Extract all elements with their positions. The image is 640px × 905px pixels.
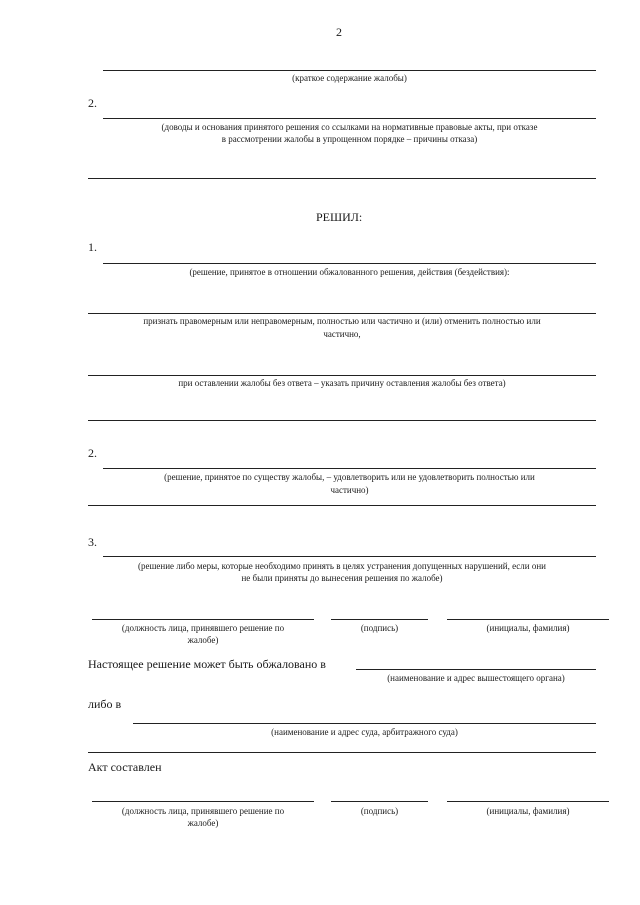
item-2-label-top: 2. <box>88 96 97 110</box>
signature1-position-caption-line1: (должность лица, принявшего решение по <box>121 623 285 633</box>
caption-court: (наименование и адрес суда, арбитражного суда) <box>271 727 458 737</box>
blank-line-complaint-summary <box>103 70 596 71</box>
caption-higher-authority: (наименование и адрес вышестоящего органа) <box>387 673 565 683</box>
caption-reasons-line2: в рассмотрении жалобы в упрощенном порядке – причины отказа) <box>221 134 478 144</box>
signature1-name-line <box>447 619 609 620</box>
page-number: 2 <box>336 25 342 39</box>
appeal-higher-line <box>356 669 596 670</box>
signature1-position-line <box>92 619 314 620</box>
caption-complaint-summary: (краткое содержание жалобы) <box>292 73 407 83</box>
item-3-label: 3. <box>88 535 97 549</box>
caption-item3-line1: (решение либо меры, которые необходимо принять в целях устранения допущенных нарушений, если они <box>137 561 546 571</box>
blank-line-item3 <box>103 556 596 557</box>
blank-line-item1-c <box>88 375 596 376</box>
caption-item2-line1: (решение, принятое по существу жалобы, – удовлетворить или не удовлетворить полностью или <box>164 472 535 482</box>
decided-title: РЕШИЛ: <box>316 210 363 224</box>
signature2-position-caption-line2: жалобе) <box>187 818 219 828</box>
caption-item1-c: при оставлении жалобы без ответа – указать причину оставления жалобы без ответа) <box>178 378 506 388</box>
caption-item2-line2: частично) <box>330 485 369 495</box>
blank-line-reasons <box>103 118 596 119</box>
signature2-name-line <box>447 801 609 802</box>
caption-item3-line2: не были приняты до вынесения решения по жалобе) <box>241 573 443 583</box>
item-1-label: 1. <box>88 240 97 254</box>
caption-item1-b-line2: частично, <box>323 329 361 339</box>
signature1-position-caption-line2: жалобе) <box>187 635 219 645</box>
appeal-text: Настоящее решение может быть обжаловано в <box>88 657 326 671</box>
signature2-position-line <box>92 801 314 802</box>
blank-line-court-extra <box>88 752 596 753</box>
caption-reasons-line1: (доводы и основания принятого решения со ссылками на нормативные правовые акты, при отказе <box>161 122 538 132</box>
blank-line-item2-b <box>88 505 596 506</box>
signature1-name-caption: (инициалы, фамилия) <box>486 623 570 633</box>
or-label: либо в <box>88 697 122 711</box>
signature1-signature-caption: (подпись) <box>360 623 399 633</box>
blank-line-reasons-extra <box>88 178 596 179</box>
item-2-label: 2. <box>88 446 97 460</box>
blank-line-item2-a <box>103 468 596 469</box>
signature1-signature-line <box>331 619 428 620</box>
blank-line-item1-d <box>88 420 596 421</box>
blank-line-item1-a <box>103 263 596 264</box>
signature2-signature-line <box>331 801 428 802</box>
appeal-court-line <box>133 723 596 724</box>
signature2-signature-caption: (подпись) <box>360 806 399 816</box>
signature2-name-caption: (инициалы, фамилия) <box>486 806 570 816</box>
signature2-position-caption-line1: (должность лица, принявшего решение по <box>121 806 285 816</box>
blank-line-item1-b <box>88 313 596 314</box>
caption-item1-a: (решение, принятое в отношении обжалованного решения, действия (бездействия): <box>189 267 510 277</box>
caption-item1-b-line1: признать правомерным или неправомерным, полностью или частично и (или) отменить полностью или <box>143 316 541 326</box>
act-label: Акт составлен <box>88 760 162 774</box>
